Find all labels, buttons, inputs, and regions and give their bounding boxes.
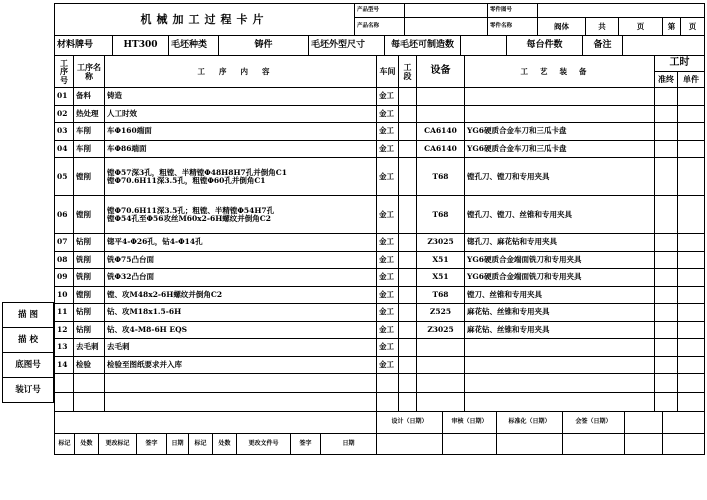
stamp-base-no: 底图号 [3,353,54,378]
process-card [54,3,704,455]
step-tooling: 锪孔刀、麻花钻和专用夹具 [465,234,655,252]
step-content: 车Φ160端面 [105,123,377,141]
process-step-row [55,88,705,106]
step-name: 钻削 [74,321,105,339]
step-unit-time [678,269,705,287]
step-name: 钻削 [74,304,105,322]
step-workshop: 金工 [377,196,399,234]
step-workshop: 金工 [377,304,399,322]
process-step-row [55,321,705,339]
step-name: 热处理 [74,105,105,123]
step-number: 11 [55,304,74,322]
footer-count-label: 处数 [75,434,99,455]
step-section [399,234,417,252]
step-prep-time [655,105,678,123]
design-date-label: 设计（日期） [377,412,443,434]
step-prep-time [655,140,678,158]
step-number: 14 [55,356,74,374]
per-blank-value [461,36,507,56]
footer-count2-label: 处数 [213,434,237,455]
material-row [54,35,705,56]
step-equipment [417,105,465,123]
step-prep-time [655,286,678,304]
process-step-row [55,196,705,234]
step-tooling: YG6硬质合金端面铣刀和专用夹具 [465,269,655,287]
note-label: 备注 [583,36,623,56]
part-drawing-label: 零件图号 [488,4,538,18]
step-name: 镗削 [74,158,105,196]
step-unit-time [678,339,705,357]
step-number: 09 [55,269,74,287]
step-section [399,140,417,158]
process-step-row [55,140,705,158]
step-section [399,321,417,339]
part-name-label: 零件名称 [488,18,538,36]
step-equipment: Z525 [417,304,465,322]
step-unit-time [678,304,705,322]
step-prep-time [655,304,678,322]
process-step-row [55,269,705,287]
step-prep-time [655,339,678,357]
step-equipment: X51 [417,269,465,287]
step-tooling: YG6硬质合金车刀和三瓜卡盘 [465,140,655,158]
step-equipment [417,88,465,106]
step-workshop: 金工 [377,234,399,252]
step-section [399,339,417,357]
stamp-trace-check: 描 校 [3,328,54,353]
step-workshop: 金工 [377,88,399,106]
step-prep-time [655,321,678,339]
product-model-label: 产品型号 [355,4,405,18]
step-name: 铣削 [74,251,105,269]
blank-size-label: 毛坯外型尺寸 [309,36,385,56]
step-section [399,269,417,287]
process-step-row [55,356,705,374]
standard-date-label: 标准化（日期） [497,412,563,434]
signature-block [54,411,705,455]
step-section [399,304,417,322]
step-name: 备料 [74,88,105,106]
step-section [399,251,417,269]
step-section [399,158,417,196]
step-tooling: 镗孔刀、镗刀、丝锥和专用夹具 [465,196,655,234]
footer-mark-label: 标记 [55,434,75,455]
page-no-label: 第 [663,18,681,36]
product-model-value [405,4,488,18]
note-value [623,36,705,56]
step-section [399,123,417,141]
col-unit-header: 单件 [678,72,705,88]
material-brand-value: HT300 [113,36,169,56]
step-content: 人工时效 [105,105,377,123]
step-content: 镗Φ70.6H11深3.5孔；粗镗、半精镗Φ54H7孔 镗Φ54孔至Φ56攻丝M60x2-6H螺纹并倒角C2 [105,196,377,234]
step-workshop: 金工 [377,123,399,141]
step-unit-time [678,158,705,196]
step-unit-time [678,88,705,106]
step-prep-time [655,269,678,287]
per-unit-label: 每台件数 [507,36,583,56]
card-title: 机械加工过程卡片 [55,4,355,36]
step-section [399,356,417,374]
card-header [54,3,705,36]
step-content: 车Φ86端面 [105,140,377,158]
step-workshop: 金工 [377,158,399,196]
step-prep-time [655,234,678,252]
col-name-header: 工序名称 [74,56,105,88]
step-content: 铣Φ32凸台面 [105,269,377,287]
step-number: 03 [55,123,74,141]
step-workshop: 金工 [377,339,399,357]
col-seq-header: 工序号 [55,56,74,88]
step-prep-time [655,196,678,234]
step-prep-time [655,251,678,269]
step-content: 检验至图纸要求并入库 [105,356,377,374]
step-tooling: 麻花钻、丝锥和专用夹具 [465,321,655,339]
part-drawing-value [538,4,705,18]
step-workshop: 金工 [377,251,399,269]
footer-sign-label: 签字 [137,434,167,455]
product-name-label: 产品名称 [355,18,405,36]
step-equipment: Z3025 [417,234,465,252]
step-number: 13 [55,339,74,357]
footer-date-label: 日期 [167,434,189,455]
col-prep-header: 准终 [655,72,678,88]
material-brand-label: 材料牌号 [55,36,113,56]
step-equipment: CA6140 [417,140,465,158]
step-number: 12 [55,321,74,339]
blank-type-value: 铸件 [219,36,309,56]
step-section [399,196,417,234]
process-step-row [55,251,705,269]
product-name-value [405,18,488,36]
step-number: 06 [55,196,74,234]
process-step-row [55,158,705,196]
step-equipment: T68 [417,158,465,196]
step-content: 去毛刺 [105,339,377,357]
step-number: 02 [55,105,74,123]
col-tooling-header: 工艺装备 [465,56,655,88]
step-workshop: 金工 [377,321,399,339]
process-steps-table [54,55,705,412]
step-number: 04 [55,140,74,158]
step-content: 铸造 [105,88,377,106]
step-name: 车削 [74,140,105,158]
process-step-row [55,339,705,357]
total-pages-label: 共 [586,18,619,36]
col-equipment-header: 设备 [417,56,465,88]
step-tooling [465,88,655,106]
per-blank-label: 每毛坯可制造数 [385,36,461,56]
process-step-row [55,234,705,252]
step-content: 钻、攻M18x1.5-6H [105,304,377,322]
stamp-binding-no: 装订号 [3,378,54,403]
step-workshop: 金工 [377,140,399,158]
step-number: 01 [55,88,74,106]
step-prep-time [655,123,678,141]
footer-date2-label: 日期 [321,434,377,455]
step-tooling: 麻花钻、丝锥和专用夹具 [465,304,655,322]
step-number: 05 [55,158,74,196]
step-equipment: CA6140 [417,123,465,141]
step-unit-time [678,123,705,141]
step-unit-time [678,356,705,374]
blank-row [55,393,705,412]
process-step-row [55,286,705,304]
step-content: 锪平4-Φ26孔，钻4-Φ14孔 [105,234,377,252]
step-unit-time [678,234,705,252]
step-tooling [465,339,655,357]
step-section [399,88,417,106]
step-unit-time [678,321,705,339]
step-equipment: T68 [417,196,465,234]
step-prep-time [655,158,678,196]
step-equipment: T68 [417,286,465,304]
step-name: 镗削 [74,286,105,304]
col-workshop-header: 车间 [377,56,399,88]
process-step-row [55,123,705,141]
process-steps-body [55,88,705,374]
step-unit-time [678,105,705,123]
step-name: 镗削 [74,196,105,234]
step-name: 车削 [74,123,105,141]
step-unit-time [678,140,705,158]
col-section-header: 工段 [399,56,417,88]
footer-change-label: 更改标记 [99,434,137,455]
step-tooling: YG6硬质合金车刀和三瓜卡盘 [465,123,655,141]
step-tooling [465,105,655,123]
binding-stamp-column [2,302,54,403]
step-section [399,105,417,123]
step-name: 钻削 [74,234,105,252]
step-number: 08 [55,251,74,269]
step-prep-time [655,88,678,106]
blank-row [55,374,705,393]
step-tooling: 镗刀、丝锥和专用夹具 [465,286,655,304]
step-name: 铣削 [74,269,105,287]
footer-change-doc-label: 更改文件号 [237,434,291,455]
step-number: 10 [55,286,74,304]
part-name-value: 阀体 [538,18,586,36]
col-content-header: 工序内容 [105,56,377,88]
step-number: 07 [55,234,74,252]
footer-mark2-label: 标记 [189,434,213,455]
step-unit-time [678,251,705,269]
review-date-label: 审核（日期） [443,412,497,434]
step-equipment [417,356,465,374]
countersign-date-label: 会签（日期） [563,412,625,434]
step-equipment [417,339,465,357]
step-workshop: 金工 [377,269,399,287]
step-unit-time [678,196,705,234]
step-unit-time [678,286,705,304]
step-section [399,286,417,304]
step-equipment: X51 [417,251,465,269]
footer-sign2-label: 签字 [291,434,321,455]
step-equipment: Z3025 [417,321,465,339]
process-step-row [55,304,705,322]
blank-type-label: 毛坯种类 [169,36,219,56]
step-content: 镗Φ57深3孔，粗镗、半精镗Φ48H8H7孔并倒角C1 镗Φ70.6H11深3.5孔，粗镗Φ60孔并倒角C1 [105,158,377,196]
process-step-row [55,105,705,123]
step-content: 钻、攻4-M8-6H EQS [105,321,377,339]
step-prep-time [655,356,678,374]
col-hours-header: 工时 [655,56,705,72]
step-tooling: 镗孔刀、镗刀和专用夹具 [465,158,655,196]
total-pages-unit: 页 [619,18,663,36]
stamp-trace: 描 图 [3,303,54,328]
step-workshop: 金工 [377,286,399,304]
step-tooling: YG6硬质合金端面铣刀和专用夹具 [465,251,655,269]
step-workshop: 金工 [377,356,399,374]
page-no-unit: 页 [681,18,705,36]
step-name: 去毛刺 [74,339,105,357]
step-workshop: 金工 [377,105,399,123]
step-tooling [465,356,655,374]
step-name: 检验 [74,356,105,374]
step-content: 镗、攻M48x2-6H螺纹并倒角C2 [105,286,377,304]
step-content: 铣Φ75凸台面 [105,251,377,269]
